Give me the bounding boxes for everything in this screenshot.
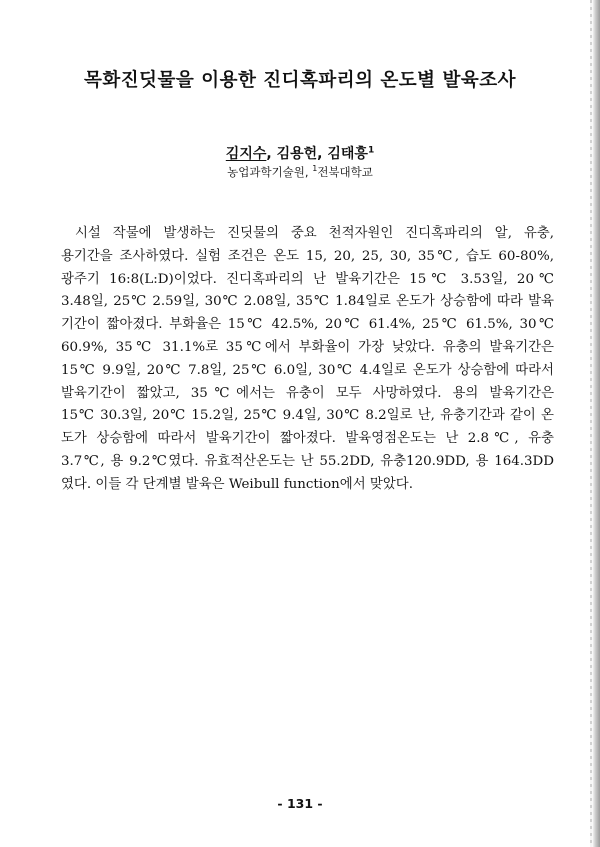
abstract-line: 3.48일, 25℃ 2.59일, 30℃ 2.08일, 35℃ 1.84일로 온도가 상승함에 따라 발육: [61, 294, 554, 310]
author-separator: ,: [317, 146, 328, 162]
abstract-line: 기간이 짧아졌다. 부화율은 15℃ 42.5%, 20℃ 61.4%, 25℃ 61.5%, 30℃: [61, 317, 554, 333]
affiliation-primary: 농업과학기술원,: [227, 165, 313, 179]
author-separator: ,: [266, 146, 277, 162]
page-number: - 131 -: [277, 796, 323, 811]
author-list: [0, 143, 600, 163]
abstract-body: [61, 223, 554, 497]
paper-title: 목화진딧물을 이용한 진디혹파리의 온도별 발육조사: [84, 70, 516, 91]
author-first: 김지수: [225, 146, 267, 162]
abstract-line: 15℃ 30.3일, 20℃ 15.2일, 25℃ 9.4일, 30℃ 8.2일로 난, 유충기간과 같이 온: [61, 408, 554, 424]
abstract-line: 3.7℃, 용 9.2℃였다. 유효적산온도는 난 55.2DD, 유충120.9DD, 용 164.3DD: [61, 453, 554, 469]
abstract-line: 였다. 이들 각 단계별 발육은 Weibull function에서 맞았다.: [61, 476, 413, 492]
abstract-line: 60.9%, 35℃ 31.1%로 35℃에서 부화율이 가장 낮았다. 유충의 발육기간은: [61, 339, 554, 355]
abstract-line: 용기간을 조사하였다. 실험 조건은 온도 15, 20, 25, 30, 35℃, 습도 60-80%,: [61, 248, 554, 264]
affiliation-line: [0, 164, 600, 180]
abstract-line: 시설 작물에 발생하는 진딧물의 중요 천적자원인 진디혹파리의 알, 유충,: [75, 226, 554, 241]
author-third: 김태흥: [327, 146, 368, 162]
affiliation-mark: 1: [367, 145, 375, 156]
abstract-line: 발육기간이 짧았고, 35℃에서는 유충이 모두 사망하였다. 용의 발육기간은: [61, 385, 554, 401]
abstract-line: 광주기 16:8(L:D)이었다. 진디혹파리의 난 발육기간은 15℃ 3.53일, 20℃: [61, 271, 554, 287]
abstract-line: 도가 상승함에 따라서 발육기간이 짧아졌다. 발육영점온도는 난 2.8℃, 유충: [61, 431, 554, 447]
scan-edge-shadow: [592, 0, 600, 847]
affiliation-secondary: 전북대학교: [317, 165, 373, 179]
author-second: 김용헌: [276, 146, 318, 162]
affiliation-mark: 1: [312, 164, 318, 174]
abstract-line: 15℃ 9.9일, 20℃ 7.8일, 25℃ 6.0일, 30℃ 4.4일로 온도가 상승함에 따라서: [61, 362, 554, 378]
